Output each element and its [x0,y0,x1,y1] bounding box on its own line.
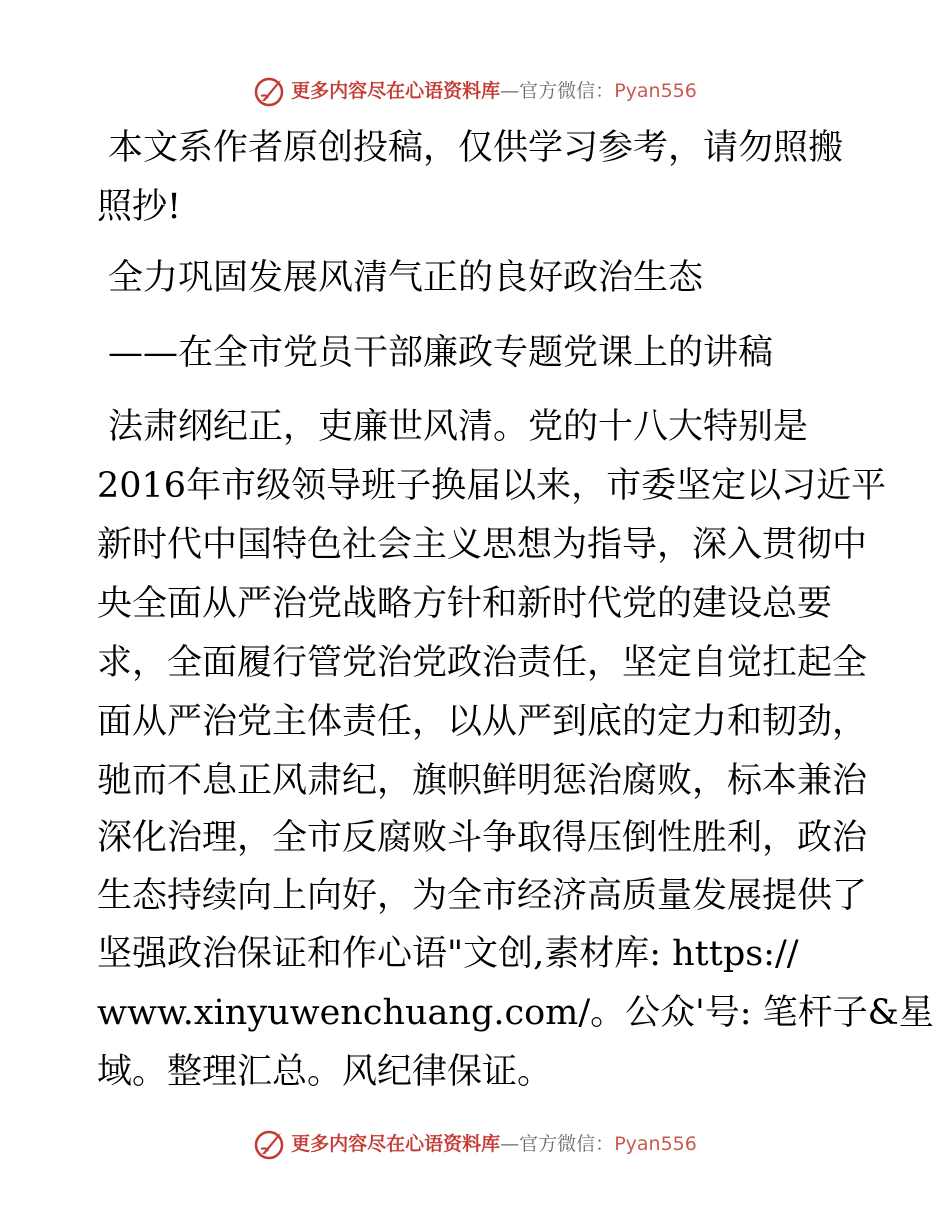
banner-separator: — [500,1133,520,1155]
header-watermark-banner [0,74,950,108]
document-title: 全力巩固发展风清气正的良好政治生态 [108,258,704,298]
body-line: 坚强政治保证和作心语"文创,素材库: https:// [97,934,799,974]
body-line: www.xinyuwenchuang.com/。公众'号: 笔杆子&星 [97,993,934,1033]
banner-wechat-id: Pyan556 [614,80,697,102]
banner-wechat-id: Pyan556 [614,1133,697,1155]
body-line: 2016年市级领导班子换届以来，市委坚定以习近平 [97,466,887,506]
quill-pen-logo-icon [253,74,287,108]
body-line: 驰而不息正风肃纪，旗帜鲜明惩治腐败，标本兼治 [97,761,868,801]
notice-line-1: 本文系作者原创投稿，仅供学习参考，请勿照搬 [108,128,844,168]
body-line: 央全面从严治党战略方针和新时代党的建设总要 [97,584,833,624]
banner-wechat-label: 官方微信： [519,80,615,102]
banner-separator: — [500,80,520,102]
body-line: 法肃纲纪正，吏廉世风清。党的十八大特别是 [108,407,809,447]
quill-pen-logo-icon [253,1127,287,1161]
body-line: 深化治理，全市反腐败斗争取得压倒性胜利，政治 [97,818,868,858]
banner-site-text: 更多内容尽在心语资料库 [291,1133,501,1155]
body-line: 域。整理汇总。风纪律保证。 [97,1052,553,1092]
body-line: 新时代中国特色社会主义思想为指导，深入贯彻中 [97,525,868,565]
banner-wechat-label: 官方微信： [519,1133,615,1155]
footer-watermark-banner [0,1127,950,1161]
body-line: 求，全面履行管党治党政治责任，坚定自觉扛起全 [97,643,868,683]
body-line: 面从严治党主体责任，以从严到底的定力和韧劲， [97,702,868,742]
banner-site-text: 更多内容尽在心语资料库 [291,80,501,102]
body-line: 生态持续向上向好，为全市经济高质量发展提供了 [97,876,868,916]
notice-line-2: 照抄! [97,187,182,227]
document-subtitle: ——在全市党员干部廉政专题党课上的讲稿 [108,333,774,373]
